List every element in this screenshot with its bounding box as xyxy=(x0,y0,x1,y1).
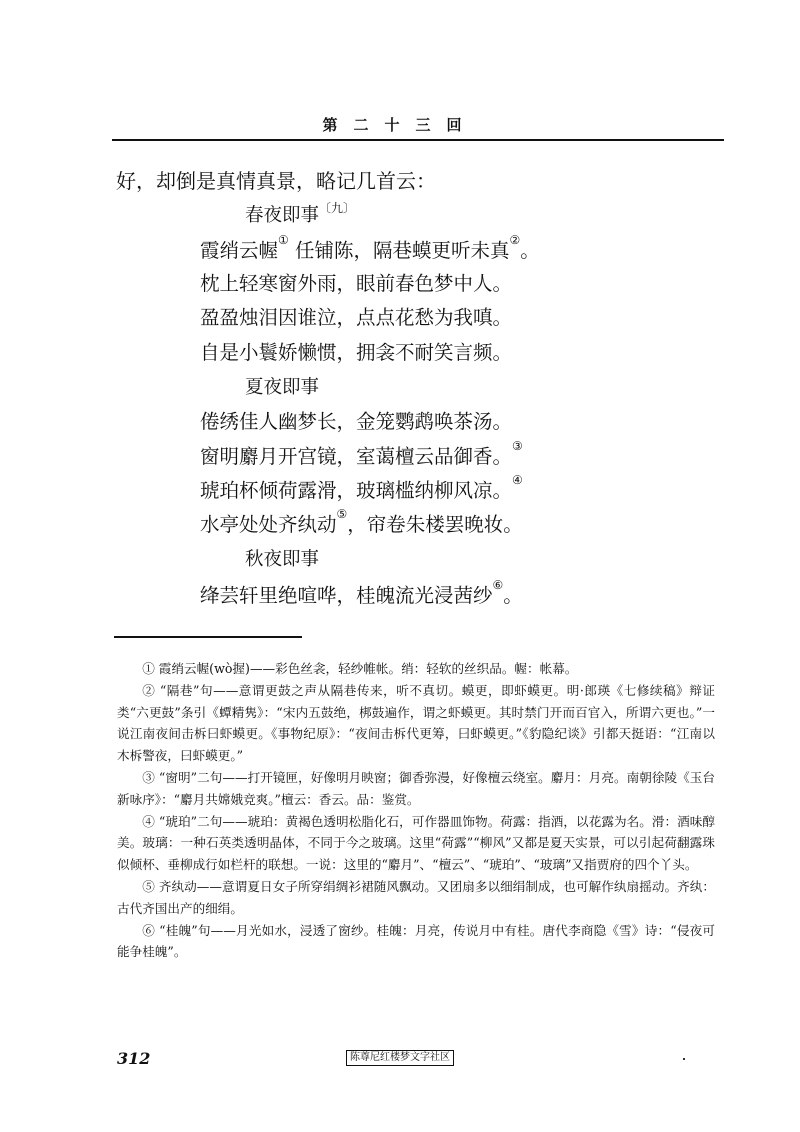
poem-title-spring: 春夜即事$^{〔九〕}$ xyxy=(245,201,356,226)
footnote-1: ① 霞绡云幄(wò握)——彩色丝衾，轻纱帷帐。绡：轻软的丝织品。幄：帐幕。 xyxy=(142,661,578,676)
poem-line: 水亭处处齐纨动⑤，帘卷朱楼罢晚妆。 xyxy=(200,507,523,536)
header-rule xyxy=(112,139,724,141)
poem-line: 琥珀杯倾荷露滑，玻璃槛纳柳风凉。④ xyxy=(200,473,523,502)
poem-title-autumn: 秋夜即事 xyxy=(245,549,320,570)
footnote-ref: ③ xyxy=(512,439,523,453)
footnote-4: ④ “琥珀”二句——琥珀：黄褐色透明松脂化石，可作器皿饰物。荷露：指酒，以花露为名。滑：酒味醇美。玻璃：一种石英类透明晶体，不同于今之玻璃。这里“荷露”“柳风”又都是夏天实景，可以引起荷翻露珠似倾杯、垂柳成行如栏杆的联想。一说：这里的“麝月”、“檀云”、“琥珀”、“玻璃”又指贾府的四个丫头。 xyxy=(117,813,715,872)
footnotes xyxy=(117,658,715,963)
footnote-separator xyxy=(114,636,302,638)
footnote-ref: ② xyxy=(509,233,521,247)
chapter-header: 第二十三回 xyxy=(322,116,478,134)
page-number: 312 xyxy=(117,1049,151,1068)
footnote-ref: ④ xyxy=(512,473,523,487)
watermark-stamp: 陈尊尼红楼梦文字社区 xyxy=(346,1050,454,1066)
footnote-ref: ⑤ xyxy=(336,507,348,521)
footnote-3: ③ “窗明”二句——打开镜匣，好像明月映窗；御香弥漫，好像檀云绕室。麝月：月亮。南朝徐陵《玉台新咏序》：“麝月共嫦娥竞爽。”檀云：香云。品：鉴赏。 xyxy=(117,769,715,807)
footnote-2: ② “隔巷”句——意谓更鼓之声从隔巷传来，听不真切。蟆更，即虾蟆更。明·郎瑛《七修续稿》辩证类“六更鼓”条引《蟫精隽》：“宋内五鼓绝，梆鼓遍作，谓之虾蟆更。其时禁门开而百官入，所谓六更也。”一说江南夜间击柝曰虾蟆更。《事物纪原》：“夜间击柝代更筹，曰虾蟆更。”《豹隐纪谈》引都天挺语：“江南以木柝警夜，曰虾蟆更。” xyxy=(117,683,715,763)
intro-line: 好，却倒是真情真景，略记几首云： xyxy=(116,169,436,193)
poem-line: 窗明麝月开宫镜，室蔼檀云品御香。③ xyxy=(200,439,523,468)
poem-line: 倦绣佳人幽梦长，金笼鹦鹉唤茶汤。 xyxy=(200,410,513,433)
poem-line: 绛芸轩里绝喧哗，桂魄流光浸茜纱⑥。 xyxy=(200,578,523,607)
poem-line: 霞绡云幄① 任铺陈，隔巷蟆更听未真②。 xyxy=(200,233,540,262)
poem-title-summer: 夏夜即事 xyxy=(245,377,320,398)
footnote-5: ⑤ 齐纨动——意谓夏日女子所穿绢绸衫裙随风飘动。又团扇多以细绢制成，也可解作纨扇摇动。齐纨：古代齐国出产的细绢。 xyxy=(117,878,715,916)
footnote-6: ⑥ “桂魄”句——月光如水，浸透了窗纱。桂魄：月亮，传说月中有桂。唐代李商隐《雪》诗：“侵夜可能争桂魄”。 xyxy=(117,922,715,960)
footnote-ref: ⑥ xyxy=(492,578,504,592)
poem-line: 自是小鬟娇懒惯，拥衾不耐笑言频。 xyxy=(200,341,513,364)
footnote-ref: ① xyxy=(278,233,289,247)
poem-line: 盈盈烛泪因谁泣，点点花愁为我嗔。 xyxy=(200,306,513,329)
scan-speck xyxy=(683,1058,685,1060)
poem-line: 枕上轻寒窗外雨，眼前春色梦中人。 xyxy=(200,272,513,295)
